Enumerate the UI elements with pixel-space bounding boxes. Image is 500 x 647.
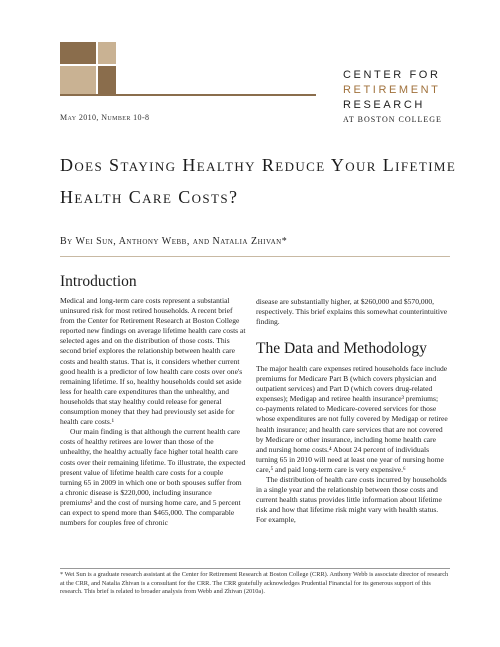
logo-square-dark [60,42,96,64]
logo-square-light [60,66,96,96]
logo-line-retirement: RETIREMENT [343,84,441,96]
authors: By Wei Sun, Anthony Webb, and Natalia Zhivan* [60,236,288,247]
column-right [256,364,448,526]
logo-line-center: CENTER FOR [343,69,441,81]
divider [60,256,450,257]
footnote-rule [60,568,450,569]
data-paragraph-2: The distribution of health care costs incurred by households in a single year and the relationship between those costs and current health status provides little information about lifetime risk and how that lifetime risk might vary with health status. For example, [256,475,447,525]
data-paragraph-1: The major health care expenses retired households face include premiums for Medicare Part B (which covers physician and outpatient services) and Part D (which covers drug-related expenses); Medigap and retiree health insurance³ premiums; co-payments related to Medicare-covered services for those whose expenditures are not fully covered by Medigap or retiree health insurance; and health care services that are not covered by Medicare or other insurance, including home health care and nursing home costs.⁴ About 24 percent of individuals turning 65 in 2010 will need at least one year of nursing home care,⁵ and paid long-term care is very expensive.⁶ [256,364,448,474]
column-right-top [256,297,448,327]
logo-mark [60,42,116,96]
intro-paragraph-3: disease are substantially higher, at $260,000 and $570,000, respectively. This brief explains this somewhat counterintuitive finding. [256,297,448,327]
column-left [60,296,246,528]
page-title: Does Staying Healthy Reduce Your Lifetime Health Care Costs? [60,155,457,207]
intro-paragraph-2: Our main finding is that although the current health care costs of healthy retirees are lower than those of the unhealthy, the healthy actually face higher total health care costs over their remaining lifetime. To illustrate, the expected present value of lifetime health care costs for a couple turning 65 in 2009 in which one or both spouses suffer from a chronic disease is $220,000, including insurance premiums² and the cost of nursing home care, and 5 percent can expect to spend more than $465,000. The comparable numbers for couples free of chronic [60,427,246,528]
header-rule [60,94,316,96]
intro-heading: Introduction [60,273,137,290]
logo-square-light [98,42,116,64]
logo-line-research: RESEARCH [343,99,425,111]
intro-paragraph-1: Medical and long-term care costs represent a substantial uninsured risk for most retired households. A recent brief from the Center for Retirement Research at Boston College reported new findings on average lifetime health care costs at selected ages and on the distribution of those costs. This second brief explores the relationship between health care costs and health status. That is, it considers whether current good health is a predictor of low health care costs over one's remaining lifetime. If so, healthy households could set aside less for health care expenditures than the unhealthy, and households that stay healthy could release for general consumption money that they had previously set aside for health care costs.¹ [60,296,246,427]
logo-square-dark [98,66,116,96]
crr-logo-text [343,68,453,126]
footnote: * Wei Sun is a graduate research assistant at the Center for Retirement Research at Boston College (CRR). Anthony Webb is associate director of research at the CRR, and Natalia Zhivan is a consultant for the CRR. The CRR gratefully acknowledges Prudential Financial for its generous support of this research. This brief is related to broader analysis from Webb and Zhivan (2010a). [60,571,449,596]
data-methodology-heading: The Data and Methodology [256,340,427,357]
logo-line-boston-college: AT BOSTON COLLEGE [343,115,442,124]
issue-line: May 2010, Number 10-8 [60,113,150,122]
